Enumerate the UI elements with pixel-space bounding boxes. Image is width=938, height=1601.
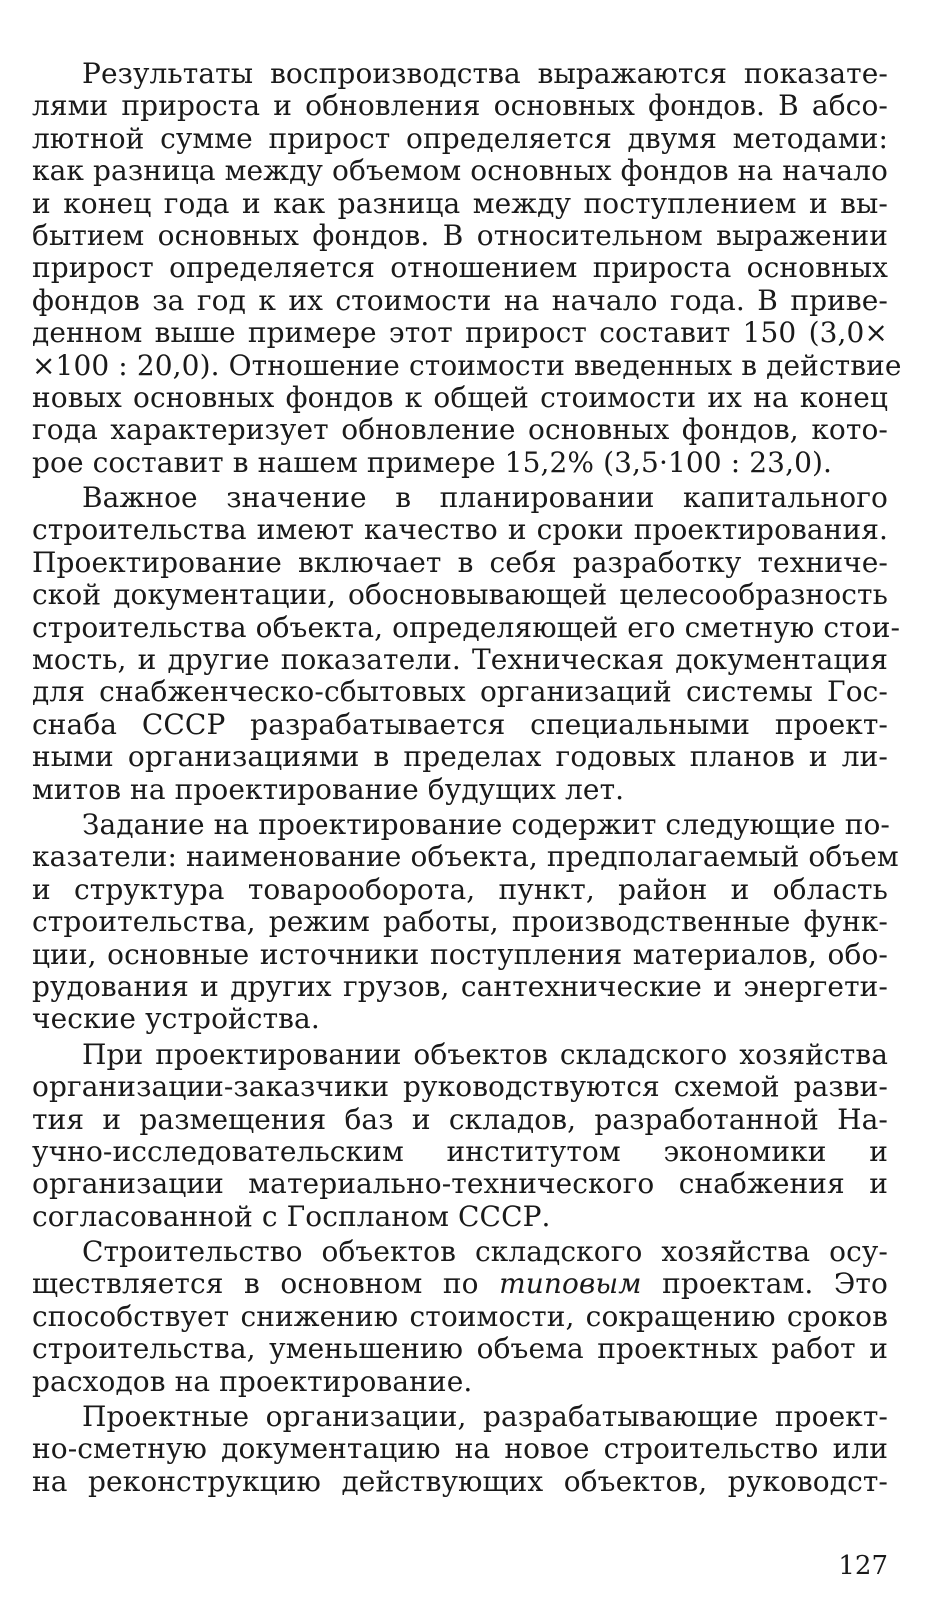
text-line: денном выше примере этот прирост составит 150 (3,0× xyxy=(32,316,888,350)
paragraph-design-task xyxy=(32,807,899,1036)
text-line: рое составит в нашем примере 15,2% (3,5·100 : 23,0). xyxy=(32,445,833,479)
text-line: но-сметную документацию на новое строительство или xyxy=(32,1432,888,1466)
text-line: Задание на проектирование содержит следующие по- xyxy=(82,807,890,841)
text-line: и структура товарооборота, пункт, район и область xyxy=(32,872,888,906)
text-line: тия и размещения баз и складов, разработанной На- xyxy=(32,1102,888,1136)
text-run: проектам. Это xyxy=(641,1267,888,1301)
text-line: как разница между объемом основных фондов на начало xyxy=(32,154,888,188)
text-line: строительства объекта, определяющей его сметную стои- xyxy=(32,610,901,644)
text-line: ции, основные источники поступления материалов, обо- xyxy=(32,937,888,971)
text-line: фондов за год к их стоимости на начало года. В приве- xyxy=(32,283,888,317)
text-line: года характеризует обновление основных фондов, кото- xyxy=(32,413,888,447)
text-line: строительства имеют качество и сроки проектирования. xyxy=(32,513,888,547)
text-line: митов на проектирование будущих лет. xyxy=(32,772,625,806)
text-line: учно-исследовательским институтом экономики и xyxy=(32,1134,888,1168)
text-line: на реконструкцию действующих объектов, руководст- xyxy=(32,1464,888,1498)
book-page xyxy=(32,57,902,1501)
paragraph-typical-projects xyxy=(32,1236,888,1398)
text-line: снаба СССР разрабатывается специальными проект- xyxy=(32,707,888,741)
text-line: согласованной с Госпланом СССР. xyxy=(32,1199,551,1233)
text-line: расходов на проектирование. xyxy=(32,1364,473,1398)
text-line: Результаты воспроизводства выражаются показате- xyxy=(82,57,888,90)
paragraph-reproduction-results xyxy=(32,57,902,479)
page-number: 127 xyxy=(838,1551,888,1581)
paragraph-warehouse-design xyxy=(32,1039,888,1233)
text-line: организации-заказчики руководствуются схемой разви- xyxy=(32,1070,888,1104)
text-line: прирост определяется отношением прироста основных xyxy=(32,251,888,285)
text-line: Проектные организации, разрабатывающие проект- xyxy=(82,1400,888,1434)
text-line: ×100 : 20,0). Отношение стоимости введенных в действие xyxy=(32,348,902,382)
text-line: При проектировании объектов складского хозяйства xyxy=(82,1037,888,1071)
text-line: лями прироста и обновления основных фондов. В абсо- xyxy=(32,89,888,123)
text-line xyxy=(32,1268,888,1300)
text-line: Проектирование включает в себя разработку техниче- xyxy=(32,545,888,579)
text-run: ществляется в основном по xyxy=(32,1267,500,1301)
text-line: ческие устройства. xyxy=(32,1002,320,1036)
text-line: для снабженческо-сбытовых организаций системы Гос- xyxy=(32,675,888,709)
text-line: Строительство объектов складского хозяйства осу- xyxy=(82,1235,888,1269)
text-line: организации материально-технического снабжения и xyxy=(32,1167,888,1201)
text-line: новых основных фондов к общей стоимости их на конец xyxy=(32,380,888,414)
text-line: рудования и других грузов, сантехнические и энергети- xyxy=(32,969,888,1003)
text-line: строительства, режим работы, производственные функ- xyxy=(32,905,888,939)
text-line: строительства, уменьшению объема проектных работ и xyxy=(32,1332,888,1366)
text-line: мость, и другие показатели. Техническая документация xyxy=(32,643,888,677)
paragraph-design-planning xyxy=(32,481,901,806)
text-line: лютной сумме прирост определяется двумя методами: xyxy=(32,121,888,155)
text-line: ными организациями в пределах годовых планов и ли- xyxy=(32,740,888,774)
text-line: и конец года и как разница между поступлением и вы- xyxy=(32,186,888,220)
text-line: способствует снижению стоимости, сокращению сроков xyxy=(32,1299,888,1333)
paragraph-design-organizations xyxy=(32,1401,888,1498)
text-line: Важное значение в планировании капитального xyxy=(82,481,888,515)
text-line: казатели: наименование объекта, предполагаемый объем xyxy=(32,840,899,874)
text-line: ской документации, обосновывающей целесообразность xyxy=(32,578,888,612)
italic-term: типовым xyxy=(499,1267,642,1301)
text-line: бытием основных фондов. В относительном выражении xyxy=(32,218,888,252)
